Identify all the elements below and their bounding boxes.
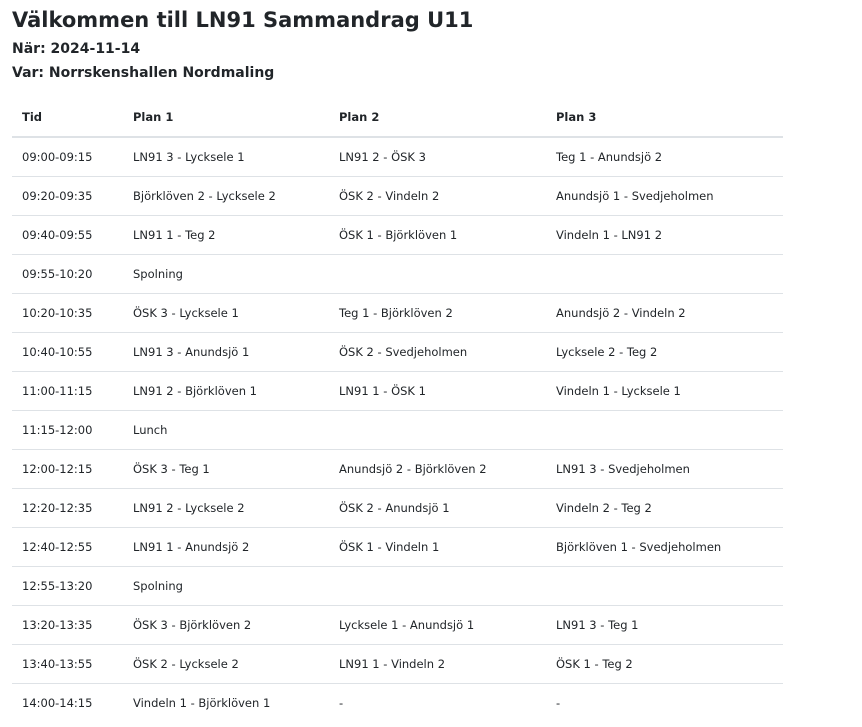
page-content bbox=[12, 5, 784, 722]
table-row bbox=[12, 294, 783, 333]
plan-3-cell: Vindeln 1 - Lycksele 1 bbox=[546, 372, 783, 411]
plan-3-cell bbox=[546, 411, 783, 450]
plan-2-cell: ÖSK 1 - Björklöven 1 bbox=[329, 216, 546, 255]
column-header-plan-2: Plan 2 bbox=[329, 98, 546, 137]
plan-2-cell: LN91 1 - ÖSK 1 bbox=[329, 372, 546, 411]
table-row bbox=[12, 137, 783, 177]
time-cell: 09:55-10:20 bbox=[12, 255, 123, 294]
time-cell: 13:20-13:35 bbox=[12, 606, 123, 645]
time-cell: 10:20-10:35 bbox=[12, 294, 123, 333]
plan-1-cell: LN91 2 - Lycksele 2 bbox=[123, 489, 329, 528]
table-row bbox=[12, 372, 783, 411]
plan-2-cell: Teg 1 - Björklöven 2 bbox=[329, 294, 546, 333]
column-header-plan-3: Plan 3 bbox=[546, 98, 783, 137]
plan-3-cell bbox=[546, 567, 783, 606]
table-row bbox=[12, 567, 783, 606]
time-cell: 11:15-12:00 bbox=[12, 411, 123, 450]
plan-3-cell: LN91 3 - Teg 1 bbox=[546, 606, 783, 645]
plan-3-cell: Lycksele 2 - Teg 2 bbox=[546, 333, 783, 372]
plan-2-cell: ÖSK 1 - Vindeln 1 bbox=[329, 528, 546, 567]
plan-2-cell: LN91 1 - Vindeln 2 bbox=[329, 645, 546, 684]
table-row bbox=[12, 450, 783, 489]
plan-3-cell: Björklöven 1 - Svedjeholmen bbox=[546, 528, 783, 567]
plan-1-cell: Lunch bbox=[123, 411, 329, 450]
plan-1-cell: Vindeln 1 - Björklöven 1 bbox=[133, 696, 271, 710]
time-cell: 14:00-14:15 bbox=[22, 696, 93, 710]
table-row bbox=[12, 528, 783, 567]
time-cell: 12:40-12:55 bbox=[12, 528, 123, 567]
event-location: Var: Norrskenshallen Nordmaling bbox=[12, 65, 275, 81]
table-row bbox=[12, 216, 783, 255]
time-cell: 11:00-11:15 bbox=[12, 372, 123, 411]
table-row bbox=[12, 255, 783, 294]
table-row bbox=[12, 177, 783, 216]
column-header-plan-1: Plan 1 bbox=[123, 98, 329, 137]
plan-1-cell: Spolning bbox=[123, 567, 329, 606]
plan-1-cell: LN91 3 - Anundsjö 1 bbox=[123, 333, 329, 372]
time-cell: 12:20-12:35 bbox=[12, 489, 123, 528]
table-row bbox=[12, 411, 783, 450]
plan-3-cell: - bbox=[556, 696, 561, 710]
plan-1-cell: Spolning bbox=[123, 255, 329, 294]
table-row bbox=[12, 684, 783, 723]
schedule-table-header bbox=[12, 98, 783, 137]
time-cell: 13:40-13:55 bbox=[12, 645, 123, 684]
schedule-table-body bbox=[12, 137, 783, 722]
plan-3-cell: Anundsjö 1 - Svedjeholmen bbox=[546, 177, 783, 216]
table-row bbox=[12, 606, 783, 645]
event-date: När: 2024-11-14 bbox=[12, 41, 141, 57]
plan-2-cell bbox=[329, 255, 546, 294]
plan-1-cell: ÖSK 2 - Lycksele 2 bbox=[123, 645, 329, 684]
time-cell: 12:55-13:20 bbox=[12, 567, 123, 606]
plan-1-cell: ÖSK 3 - Teg 1 bbox=[123, 450, 329, 489]
plan-2-cell: ÖSK 2 - Svedjeholmen bbox=[329, 333, 546, 372]
plan-1-cell: ÖSK 3 - Björklöven 2 bbox=[123, 606, 329, 645]
plan-1-cell: LN91 1 - Teg 2 bbox=[123, 216, 329, 255]
plan-1-cell: LN91 2 - Björklöven 1 bbox=[123, 372, 329, 411]
time-cell: 12:00-12:15 bbox=[12, 450, 123, 489]
plan-3-cell bbox=[546, 255, 783, 294]
time-cell: 09:20-09:35 bbox=[12, 177, 123, 216]
header-row bbox=[12, 98, 783, 137]
plan-1-cell: Björklöven 2 - Lycksele 2 bbox=[123, 177, 329, 216]
table-row bbox=[12, 489, 783, 528]
time-cell: 09:40-09:55 bbox=[12, 216, 123, 255]
plan-2-cell: ÖSK 2 - Anundsjö 1 bbox=[329, 489, 546, 528]
time-cell: 09:00-09:15 bbox=[12, 137, 123, 177]
plan-3-cell: Vindeln 1 - LN91 2 bbox=[546, 216, 783, 255]
plan-3-cell: Teg 1 - Anundsjö 2 bbox=[546, 137, 783, 177]
plan-2-cell bbox=[329, 567, 546, 606]
plan-2-cell: ÖSK 2 - Vindeln 2 bbox=[329, 177, 546, 216]
plan-2-cell: LN91 2 - ÖSK 3 bbox=[329, 137, 546, 177]
column-header-time: Tid bbox=[12, 98, 123, 137]
table-row bbox=[12, 645, 783, 684]
time-cell: 10:40-10:55 bbox=[12, 333, 123, 372]
page-title: Välkommen till LN91 Sammandrag U11 bbox=[12, 8, 474, 32]
plan-2-cell: - bbox=[339, 696, 344, 710]
plan-3-cell: Vindeln 2 - Teg 2 bbox=[546, 489, 783, 528]
plan-3-cell: LN91 3 - Svedjeholmen bbox=[546, 450, 783, 489]
schedule-table bbox=[12, 98, 783, 722]
table-row bbox=[12, 333, 783, 372]
plan-1-cell: LN91 1 - Anundsjö 2 bbox=[123, 528, 329, 567]
plan-1-cell: LN91 3 - Lycksele 1 bbox=[123, 137, 329, 177]
plan-3-cell: Anundsjö 2 - Vindeln 2 bbox=[546, 294, 783, 333]
plan-2-cell: Lycksele 1 - Anundsjö 1 bbox=[329, 606, 546, 645]
plan-2-cell: Anundsjö 2 - Björklöven 2 bbox=[329, 450, 546, 489]
plan-1-cell: ÖSK 3 - Lycksele 1 bbox=[123, 294, 329, 333]
plan-3-cell: ÖSK 1 - Teg 2 bbox=[546, 645, 783, 684]
plan-2-cell bbox=[329, 411, 546, 450]
